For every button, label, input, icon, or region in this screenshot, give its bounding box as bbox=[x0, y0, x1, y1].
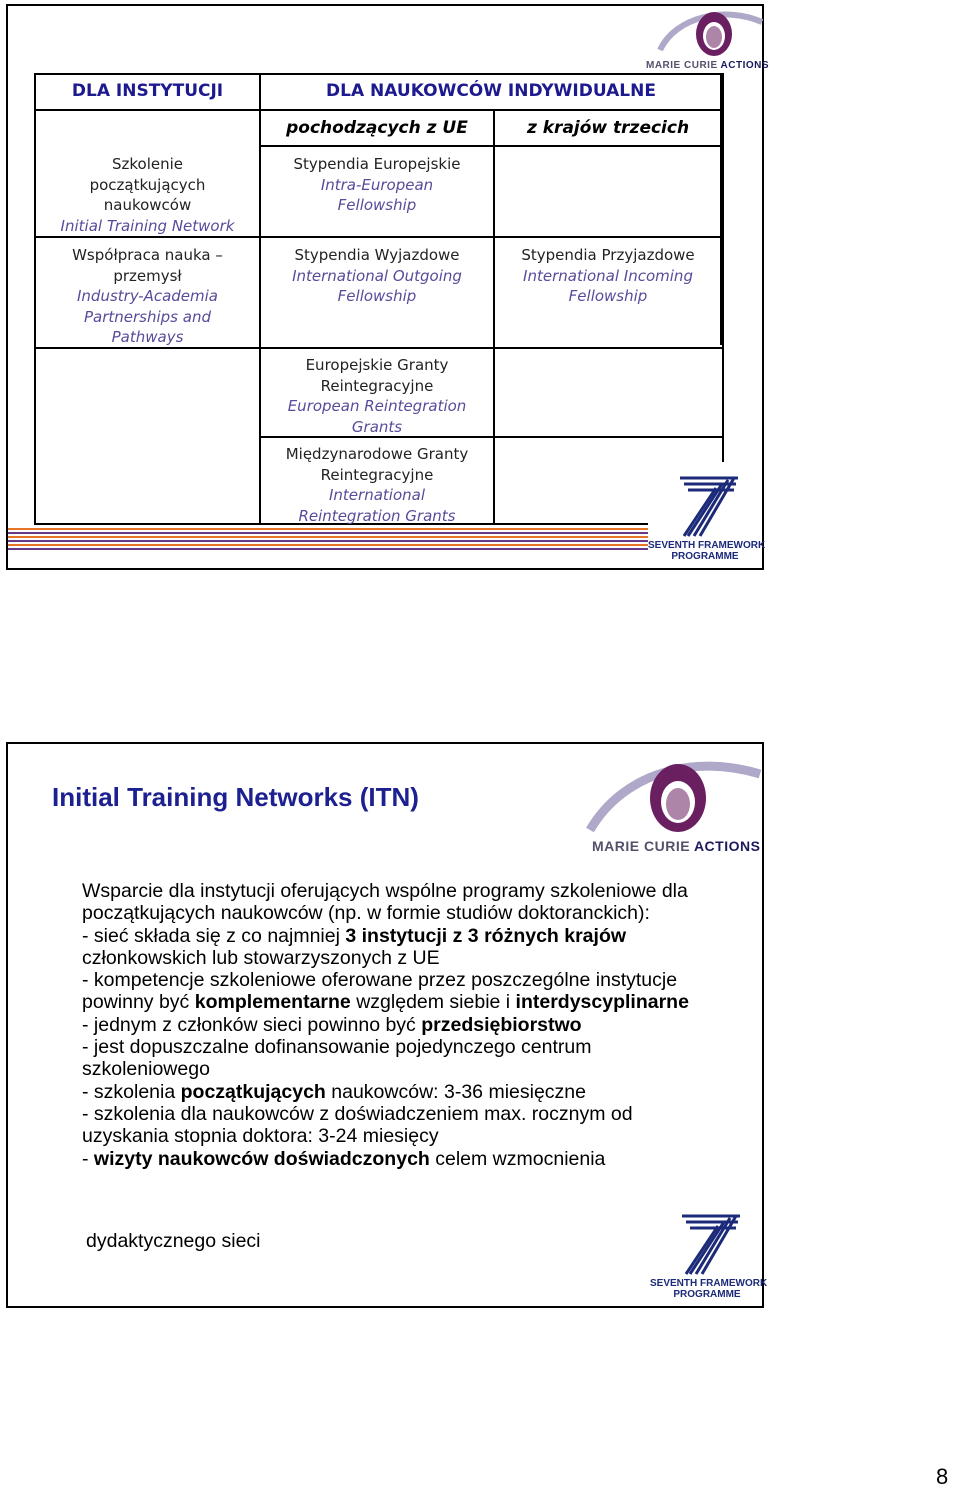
cell-european-reintegration-grants: Europejskie Granty Reintegracyjne European Reintegration Grants bbox=[287, 356, 467, 436]
programme-table bbox=[34, 73, 724, 525]
cell-industry-academia: Współpraca nauka – przemysł Industry-Academia Partnerships and Pathways bbox=[72, 246, 223, 346]
marie-curie-portrait-icon bbox=[584, 754, 764, 844]
decorative-stripes bbox=[8, 528, 648, 552]
cell-incoming-fellowship: Stypendia Przyjazdowe International Incoming Fellowship bbox=[521, 246, 695, 305]
bullet-early-stage: - szkolenia początkujących naukowców: 3-36 miesięczne bbox=[82, 1080, 586, 1103]
fp7-logo-icon bbox=[674, 472, 744, 538]
bullet-visits-continuation: dydaktycznego sieci bbox=[86, 1230, 261, 1252]
slide-title: Initial Training Networks (ITN) bbox=[52, 782, 419, 812]
header-individual-researchers: DLA NAUKOWCÓW INDYWIDUALNE bbox=[326, 81, 656, 101]
cell-international-reintegration-grants: Międzynarodowe Granty Reintegracyjne International Reintegration Grants bbox=[285, 445, 469, 525]
slide-1 bbox=[6, 4, 770, 570]
marie-curie-logo-text: MARIE CURIE ACTIONS bbox=[646, 60, 770, 71]
itn-description bbox=[82, 880, 722, 1170]
bullet-competences: - kompetencje szkoleniowe oferowane przez poszczególne instytucje powinny być komplementarne względem siebie i interdyscyplinarne bbox=[82, 969, 689, 1014]
cell-initial-training-network: Szkolenie początkujących naukowców Initial Training Network bbox=[60, 155, 235, 235]
intro-text: Wsparcie dla instytucji oferujących wspólne programy szkoleniowe dla początkujących naukowców (np. w formie studiów doktoranckich): bbox=[82, 880, 688, 925]
marie-curie-portrait-icon bbox=[656, 6, 766, 62]
header-institutions: DLA INSTYTUCJI bbox=[71, 81, 224, 101]
subheader-third-countries: z krajów trzecich bbox=[526, 118, 690, 138]
bullet-single-centre: - jest dopuszczalne dofinansowanie pojedynczego centrum szkoleniowego bbox=[82, 1036, 592, 1081]
fp7-logo-text: SEVENTH FRAMEWORK PROGRAMME bbox=[648, 540, 766, 562]
fp7-logo-text: SEVENTH FRAMEWORK PROGRAMME bbox=[650, 1278, 768, 1300]
page-number: 8 bbox=[936, 1464, 949, 1489]
bullet-enterprise: - jednym z członków sieci powinno być przedsiębiorstwo bbox=[82, 1013, 582, 1036]
bullet-visits: - wizyty naukowców doświadczonych celem wzmocnienia bbox=[82, 1147, 606, 1170]
cell-outgoing-fellowship: Stypendia Wyjazdowe International Outgoing Fellowship bbox=[292, 246, 462, 305]
fp7-logo-icon bbox=[676, 1210, 746, 1276]
slide-2 bbox=[6, 742, 768, 1308]
subheader-eu: pochodzących z UE bbox=[286, 118, 468, 138]
bullet-network: - sieć składa się z co najmniej 3 instytucji z 3 różnych krajów członkowskich lub stowarzyszonych z UE bbox=[82, 924, 627, 969]
cell-intra-european-fellowship: Stypendia Europejskie Intra-European Fellowship bbox=[293, 155, 461, 214]
bullet-experienced: - szkolenia dla naukowców z doświadczeniem max. rocznym od uzyskania stopnia doktora: 3-24 miesięcy bbox=[82, 1102, 633, 1148]
marie-curie-logo-text: MARIE CURIE ACTIONS bbox=[592, 838, 761, 854]
